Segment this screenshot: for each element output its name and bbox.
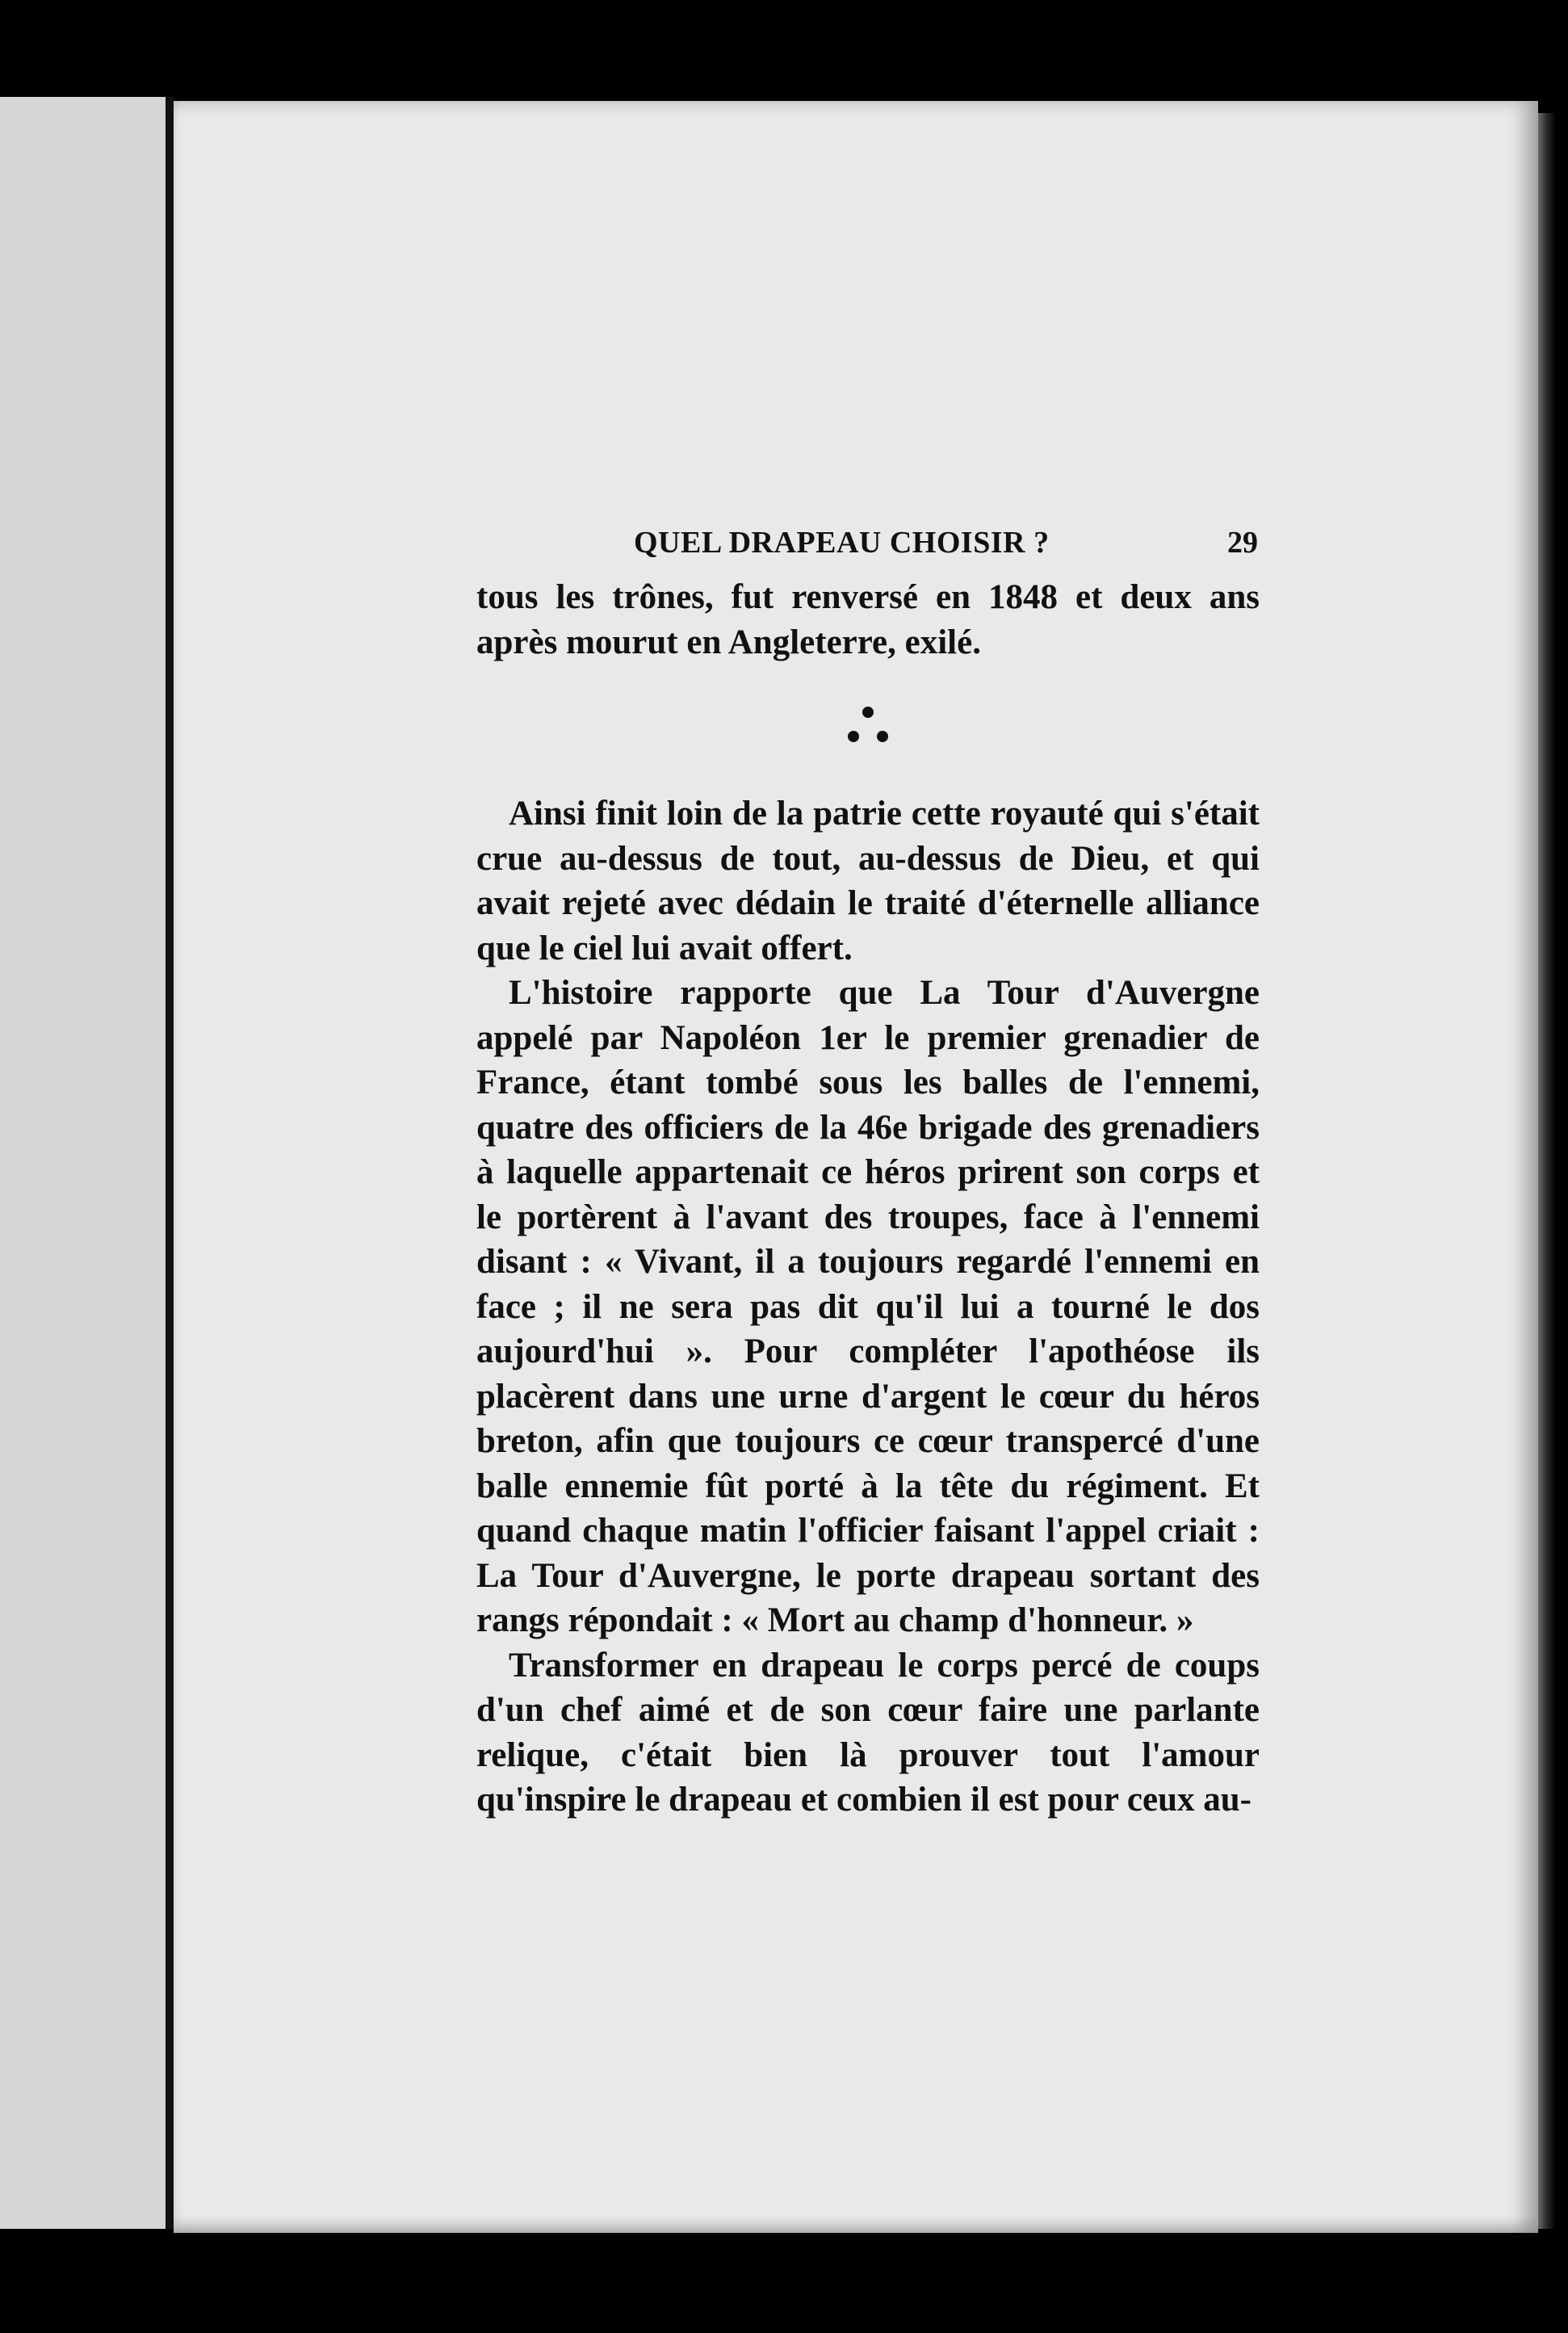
running-title: QUEL DRAPEAU CHOISIR ? [634, 526, 1050, 560]
paragraph-4: Transformer en drapeau le corps percé de coups d'un chef aimé et de son cœur faire une parlante relique, c'était bien là prouver tout l'amour qu'inspire le drapeau et combien il est pour ceux au- [476, 1646, 1260, 1819]
section-break [476, 701, 1260, 749]
three-asterisk-ornament-icon [844, 701, 892, 749]
paragraph-2: Ainsi finit loin de la patrie cette royauté qui s'était crue au-dessus de tout, au-dessus de Dieu, et qui avait rejeté avec dédain le traité d'éternelle alliance que le ciel lui avait offert. [476, 795, 1260, 967]
paragraph-1: tous les trônes, fut renversé en 1848 et deux ans après mourut en Angleterre, exilé. [476, 578, 1260, 661]
page-number: 29 [1227, 526, 1258, 560]
paragraph-3: L'histoire rapporte que La Tour d'Auvergne appelé par Napoléon 1er le premier grenadier de France, étant tombé sous les balles de l'ennemi, quatre des officiers de la 46e brigade des grenadiers à laquelle appartenait ce héros prirent son corps et le portèrent à l'avant des troupes, face à l'ennemi disant : « Vivant, il a toujours regardé l'ennemi en face ; il ne sera pas dit qu'il lui a tourné le dos aujourd'hui ». Pour compléter l'apothéose ils placèrent dans une urne d'argent le cœur du héros breton, afin que toujours ce cœur transpercé d'une balle ennemie fût porté à la tête du régiment. Et quand chaque matin l'officier faisant l'appel criait : La Tour d'Auvergne, le porte drapeau sortant des rangs répondait : « Mort au champ d'honneur. » [476, 974, 1260, 1639]
page-edge-shadow [1538, 113, 1556, 2229]
facing-page [0, 97, 174, 2229]
text-block [476, 575, 1260, 1823]
